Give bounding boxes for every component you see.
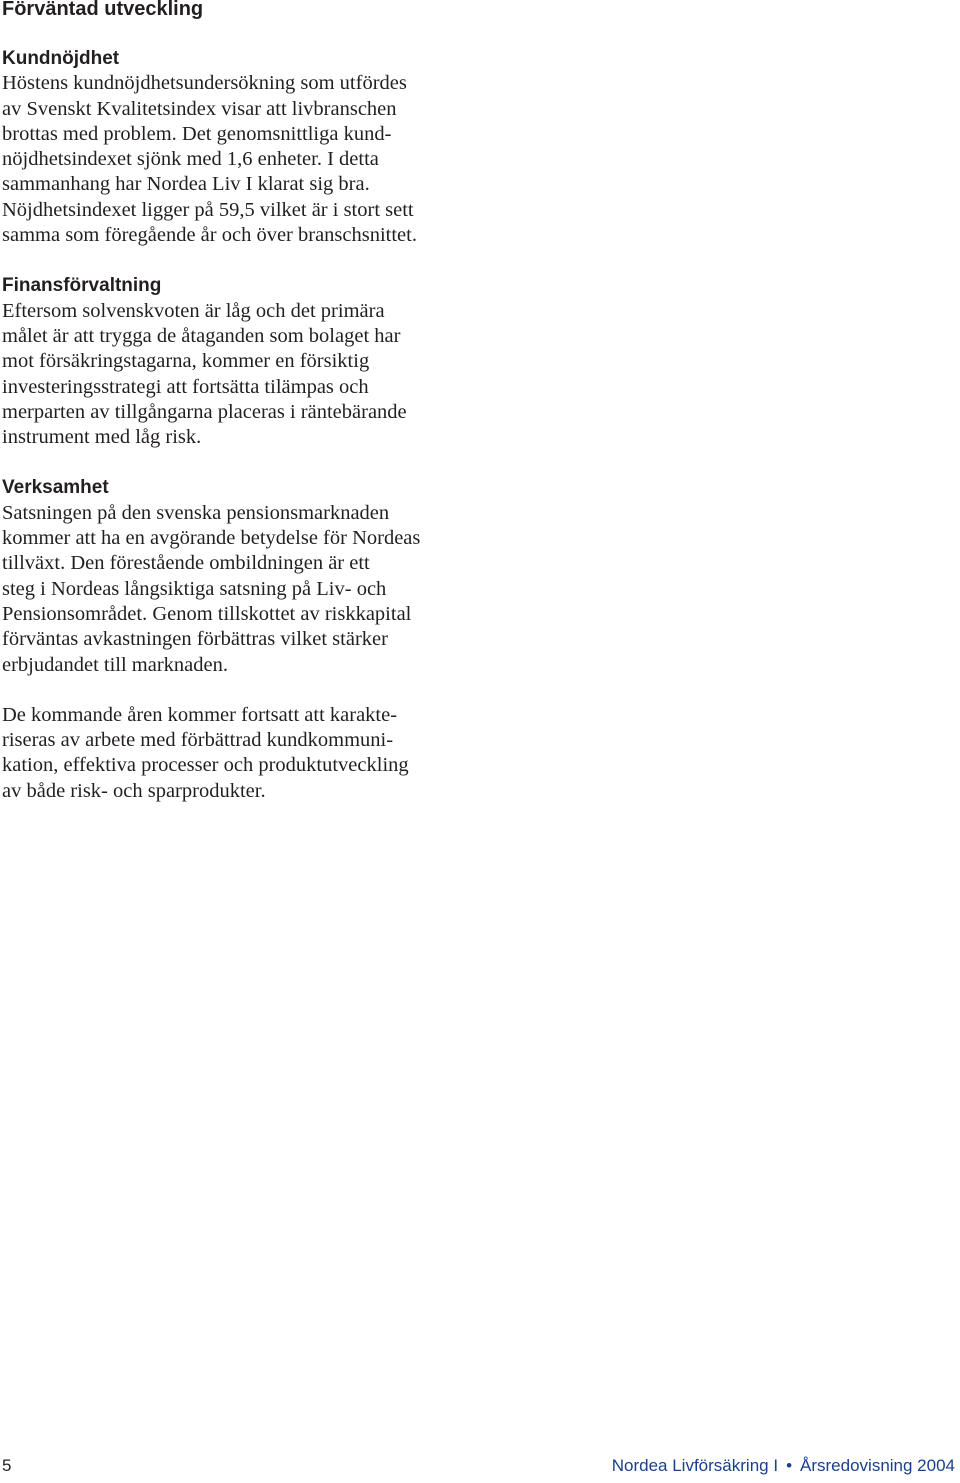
text-line: steg i Nordeas långsiktiga satsning på Liv- och xyxy=(2,577,387,600)
section-body-verksamhet xyxy=(2,501,472,678)
text-line: Nöjdhetsindexet ligger på 59,5 vilket är i stort sett xyxy=(2,198,414,221)
text-line: av Svenskt Kvalitetsindex visar att livbranschen xyxy=(2,97,397,120)
section-finansforvaltning xyxy=(2,273,472,450)
footer-publication xyxy=(612,1454,955,1478)
footer-report: Årsredovisning 2004 xyxy=(800,1456,955,1475)
section-heading-verksamhet: Verksamhet xyxy=(2,477,109,499)
section-avslutning xyxy=(2,703,472,804)
text-line: Eftersom solvenskvoten är låg och det primära xyxy=(2,299,385,322)
section-body-kundnojdhet xyxy=(2,71,472,248)
text-line: De kommande åren kommer fortsatt att karakte- xyxy=(2,703,398,726)
text-line: mot försäkringstagarna, kommer en försiktig xyxy=(2,350,370,373)
text-line: tillväxt. Den förestående ombildningen är ett xyxy=(2,552,370,575)
section-kundnojdhet xyxy=(2,46,472,248)
text-line: av både risk- och sparprodukter. xyxy=(2,779,266,802)
text-line: nöjdhetsindexet sjönk med 1,6 enheter. I detta xyxy=(2,148,379,171)
section-heading-kundnojdhet: Kundnöjdhet xyxy=(2,48,120,69)
text-line: brottas med problem. Det genomsnittliga kund- xyxy=(2,122,392,145)
text-line: förväntas avkastningen förbättras vilket stärker xyxy=(2,628,388,651)
text-line: sammanhang har Nordea Liv I klarat sig bra. xyxy=(2,173,370,196)
text-line: erbjudandet till marknaden. xyxy=(2,653,228,676)
text-line: målet är att trygga de åtaganden som bolaget har xyxy=(2,324,401,347)
section-body-finansforvaltning xyxy=(2,299,472,451)
text-line: investeringsstrategi att fortsätta tilämpas och xyxy=(2,375,369,398)
section-body-avslutning xyxy=(2,703,472,804)
section-verksamhet xyxy=(2,475,472,677)
section-heading-finansforvaltning: Finansförvaltning xyxy=(2,275,162,297)
page-footer xyxy=(0,1454,955,1478)
text-line: kation, effektiva processer och produktutveckling xyxy=(2,754,409,777)
text-line: riseras av arbete med förbättrad kundkommuni- xyxy=(2,729,394,752)
document-body xyxy=(2,46,472,829)
text-line: kommer att ha en avgörande betydelse för Nordeas xyxy=(2,527,421,550)
page-title: Förväntad utveckling xyxy=(2,0,204,20)
text-line: Pensionsområdet. Genom tillskottet av riskkapital xyxy=(2,602,412,625)
page-number: 5 xyxy=(2,1456,12,1475)
footer-separator: • xyxy=(786,1456,793,1475)
text-line: samma som föregående år och över branschsnittet. xyxy=(2,224,417,247)
footer-company: Nordea Livförsäkring I xyxy=(611,1456,779,1475)
text-line: instrument med låg risk. xyxy=(2,426,202,449)
text-line: Höstens kundnöjdhetsundersökning som utfördes xyxy=(2,72,407,95)
text-line: merparten av tillgångarna placeras i räntebärande xyxy=(2,400,407,423)
text-line: Satsningen på den svenska pensionsmarknaden xyxy=(2,501,390,524)
